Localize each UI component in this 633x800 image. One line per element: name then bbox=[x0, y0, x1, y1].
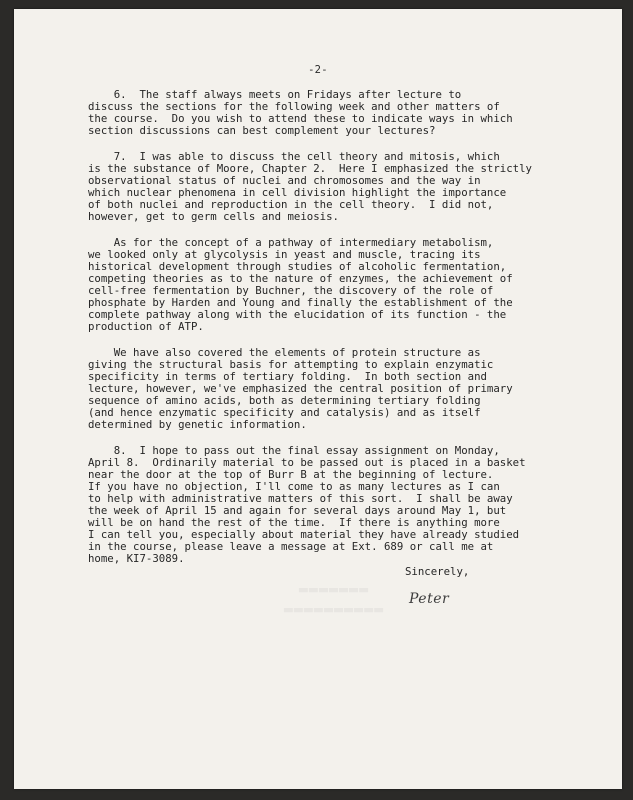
paragraph-protein-structure: We have also covered the elements of protein structure as giving the structural basis for attempting to explain enzymatic specificity in terms of tertiary folding. In both section and lecture, however, we've emphasized the central position of primary sequence of amino acids, both as determining tertiary folding (and hence enzymatic specificity and catalysis) and as itself determined by genetic information. bbox=[88, 346, 513, 431]
paragraph-item-7: 7. I was able to discuss the cell theory and mitosis, which is the substance of Moore, Chapter 2. Here I emphasized the strictly observational status of nuclei and chromosomes and the way in which nuclear phenomena in cell division highlight the importance of both nuclei and reproduction in the cell theory. I did not, however, get to germ cells and meiosis. bbox=[88, 150, 532, 223]
reverse-side-bleed-through: ▬▬▬▬▬▬▬ ▬▬▬▬▬▬▬▬▬▬ bbox=[283, 580, 385, 618]
page-number: -2- bbox=[308, 64, 328, 76]
paragraph-intermediary-metabolism: As for the concept of a pathway of intermediary metabolism, we looked only at glycolysis in yeast and muscle, tracing its historical development through studies of alcoholic fermentation, competing theories as to the nature of enzymes, the achievement of cell-free fermentation by Buchner, the discovery of the role of phosphate by Harden and Young and finally the establishment of the complete pathway along with the elucidation of its function - the production of ATP. bbox=[88, 236, 513, 333]
paragraph-item-6: 6. The staff always meets on Fridays after lecture to discuss the sections for the following week and other matters of the course. Do you wish to attend these to indicate ways in which section discussions can best complement your lectures? bbox=[88, 88, 513, 137]
paragraph-item-8: 8. I hope to pass out the final essay assignment on Monday, April 8. Ordinarily material to be passed out is placed in a basket near the door at the top of Burr B at the beginning of lecture. If you have no objection, I'll come to as many lectures as I can to help with administrative matters of this sort. I shall be away the week of April 15 and again for several days around May 1, but will be on hand the rest of the time. If there is anything more I can tell you, especially about material they have already studied in the course, please leave a message at Ext. 689 or call me at home, KI7-3089. bbox=[88, 444, 526, 565]
handwritten-signature: Peter bbox=[409, 591, 450, 607]
letter-page bbox=[14, 9, 622, 789]
closing: Sincerely, bbox=[405, 565, 470, 578]
letter-body bbox=[88, 89, 566, 579]
